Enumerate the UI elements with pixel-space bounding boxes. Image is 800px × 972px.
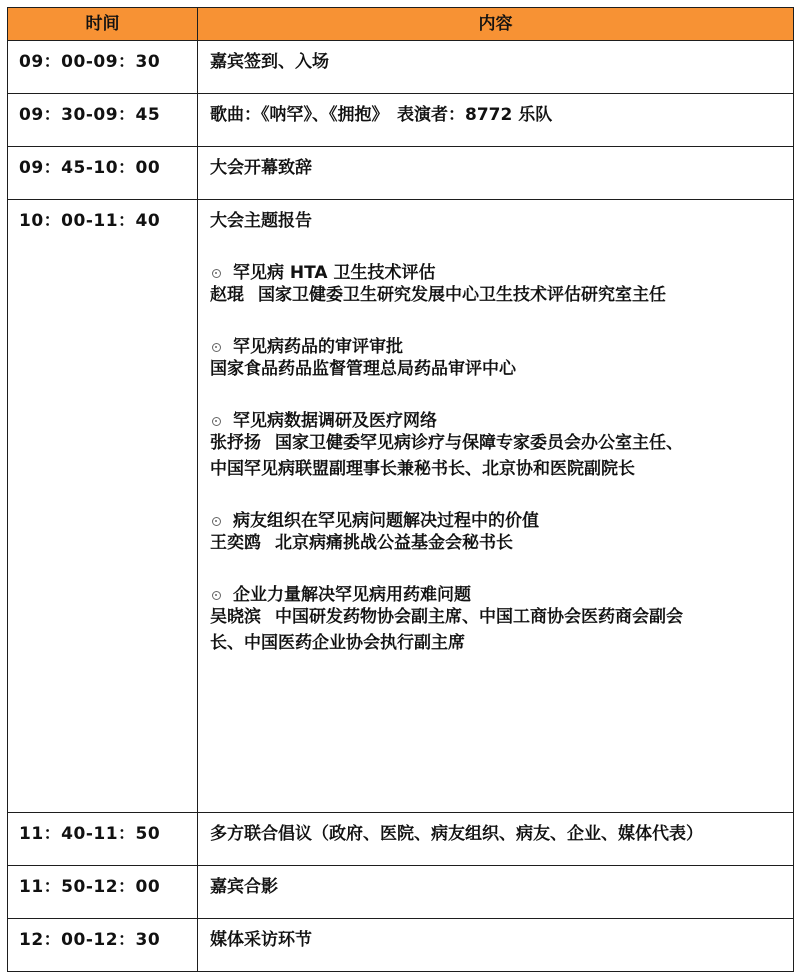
speaker-role-continued: 中国罕见病联盟副理事长兼秘书长、北京协和医院副院长 bbox=[210, 459, 635, 479]
time-cell: 09：00-09：30 bbox=[8, 41, 198, 94]
table-row bbox=[8, 919, 794, 972]
circle-bullet-icon bbox=[212, 343, 221, 352]
report-item bbox=[210, 262, 793, 306]
table-row bbox=[8, 147, 794, 200]
speaker-role: 中国研发药物协会副主席、中国工商协会医药商会副会 bbox=[275, 607, 683, 627]
speaker-org: 国家食品药品监督管理总局药品审评中心 bbox=[210, 359, 516, 379]
speaker-name: 吴晓滨 bbox=[210, 607, 261, 627]
content-cell: 大会开幕致辞 bbox=[198, 147, 794, 200]
table-row bbox=[8, 866, 794, 919]
speaker-role: 国家卫健委卫生研究发展中心卫生技术评估研究室主任 bbox=[258, 285, 666, 305]
report-title: 病友组织在罕见病问题解决过程中的价值 bbox=[233, 511, 539, 531]
circle-bullet-icon bbox=[212, 417, 221, 426]
speaker-name: 张抒扬 bbox=[210, 433, 261, 453]
speaker-role-continued: 长、中国医药企业协会执行副主席 bbox=[210, 633, 465, 653]
content-cell: 嘉宾签到、入场 bbox=[198, 41, 794, 94]
content-cell bbox=[198, 200, 794, 813]
speaker-name: 赵琨 bbox=[210, 285, 244, 305]
content-cell: 歌曲：《呐罕》、《拥抱》 表演者：8772 乐队 bbox=[198, 94, 794, 147]
speaker-role: 北京病痛挑战公益基金会秘书长 bbox=[275, 533, 513, 553]
content-cell: 嘉宾合影 bbox=[198, 866, 794, 919]
table-row bbox=[8, 200, 794, 813]
report-title: 罕见病 HTA 卫生技术评估 bbox=[233, 263, 436, 283]
time-cell: 11：40-11：50 bbox=[8, 813, 198, 866]
table-header-row bbox=[8, 8, 794, 41]
header-content: 内容 bbox=[198, 8, 794, 41]
report-title: 罕见病数据调研及医疗网络 bbox=[233, 411, 437, 431]
time-cell: 09：30-09：45 bbox=[8, 94, 198, 147]
report-title: 企业力量解决罕见病用药难问题 bbox=[233, 585, 471, 605]
section-heading: 大会主题报告 bbox=[210, 211, 312, 231]
speaker-name: 王奕鸥 bbox=[210, 533, 261, 553]
table-row bbox=[8, 813, 794, 866]
report-title: 罕见病药品的审评审批 bbox=[233, 337, 403, 357]
header-time: 时间 bbox=[8, 8, 198, 41]
report-item bbox=[210, 510, 793, 554]
table-row bbox=[8, 94, 794, 147]
circle-bullet-icon bbox=[212, 517, 221, 526]
circle-bullet-icon bbox=[212, 269, 221, 278]
report-item bbox=[210, 410, 793, 480]
agenda-table bbox=[7, 7, 794, 972]
report-item bbox=[210, 336, 793, 380]
time-cell: 10：00-11：40 bbox=[8, 200, 198, 813]
time-cell: 09：45-10：00 bbox=[8, 147, 198, 200]
time-cell: 12：00-12：30 bbox=[8, 919, 198, 972]
table-row bbox=[8, 41, 794, 94]
circle-bullet-icon bbox=[212, 591, 221, 600]
speaker-role: 国家卫健委罕见病诊疗与保障专家委员会办公室主任、 bbox=[275, 433, 683, 453]
content-cell: 媒体采访环节 bbox=[198, 919, 794, 972]
time-cell: 11：50-12：00 bbox=[8, 866, 198, 919]
content-cell: 多方联合倡议（政府、医院、病友组织、病友、企业、媒体代表） bbox=[198, 813, 794, 866]
report-item bbox=[210, 584, 793, 654]
